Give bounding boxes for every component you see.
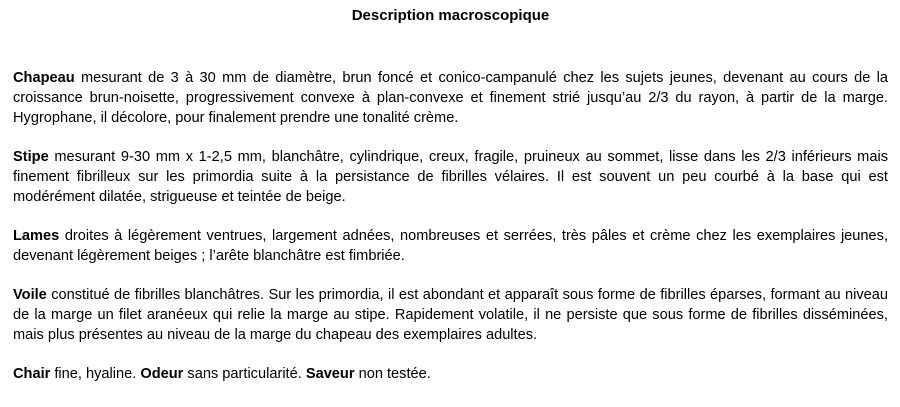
text-chapeau: mesurant de 3 à 30 mm de diamètre, brun foncé et conico-campanulé chez les sujets jeunes, devenant au cours de la croissance brun-noisette, progressivement convexe à plan-convexe et finement strié jusqu’au 2/3 du rayon, à partir de la marge. Hygrophane, il décolore, pour finalement prendre une tonalité crème. <box>13 70 888 126</box>
term-chair: Chair <box>13 366 51 382</box>
text-chair: fine, hyaline. <box>50 366 141 382</box>
text-voile: constitué de fibrilles blanchâtres. Sur les primordia, il est abondant et apparaît sous forme de fibrilles éparses, formant au niveau de la marge un filet aranéeux qui relie la marge au stipe. Rapidement volatile, il ne persiste que sous forme de fibrilles disséminées, mais plus présentes au niveau de la marge du chapeau des exemplaires adultes. <box>13 287 888 343</box>
term-odeur: Odeur <box>140 366 184 382</box>
paragraph-lames <box>13 226 888 266</box>
text-stipe: mesurant 9-30 mm x 1-2,5 mm, blanchâtre, cylindrique, creux, fragile, pruineux au sommet, lisse dans les 2/3 inférieurs mais finement fibrilleux sur les primordia suite à la persistance de fibrilles vélaires. Il est souvent un peu courbé à la base qui est modérément dilatée, strigueuse et teintée de beige. <box>13 149 888 205</box>
term-stipe: Stipe <box>13 149 49 165</box>
paragraph-voile <box>13 285 888 345</box>
text-lames: droites à légèrement ventrues, largement adnées, nombreuses et serrées, très pâles et crème chez les exemplaires jeunes, devenant légèrement beiges ; l’arête blanchâtre est fimbriée. <box>13 228 888 264</box>
term-chapeau: Chapeau <box>13 70 75 86</box>
term-lames: Lames <box>13 228 60 244</box>
text-odeur: sans particularité. <box>183 366 306 382</box>
paragraph-stipe <box>13 147 888 207</box>
term-voile: Voile <box>13 287 47 303</box>
text-saveur: non testée. <box>354 366 431 382</box>
paragraph-chair-odeur-saveur <box>13 364 888 384</box>
paragraph-chapeau <box>13 68 888 128</box>
term-saveur: Saveur <box>305 366 355 382</box>
document-title: Description macroscopique <box>351 7 550 24</box>
